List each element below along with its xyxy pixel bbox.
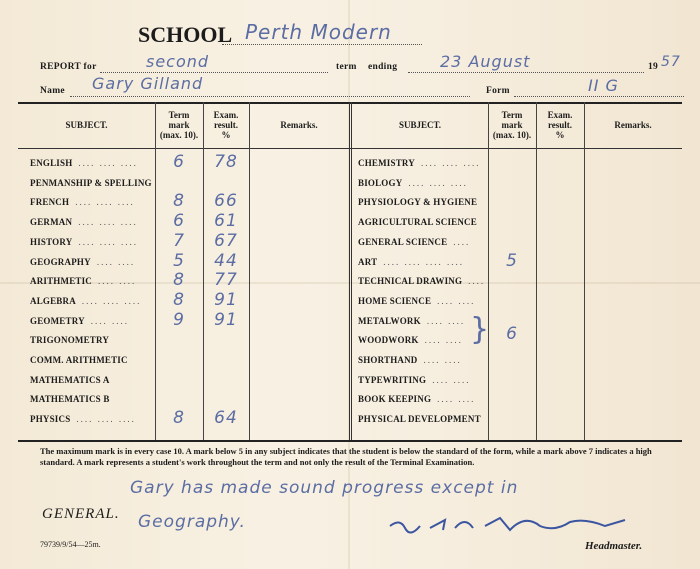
- form-dotline: [514, 96, 684, 97]
- subject-name: [30, 375, 116, 385]
- subject-name: [30, 335, 115, 345]
- subject-label: ART: [358, 256, 378, 267]
- year-prefix: 19: [648, 62, 659, 72]
- subject-label: HOME SCIENCE: [358, 295, 432, 306]
- subject-name: [358, 257, 464, 267]
- subject-leader-dots: .... ....: [90, 315, 130, 326]
- headmaster-signature: [385, 508, 635, 538]
- subject-name: [358, 178, 468, 188]
- subject-label: ENGLISH: [30, 158, 73, 168]
- subject-leader-dots: .... ....: [424, 335, 463, 346]
- general-remark-line1: Gary has made sound progress except in: [130, 478, 519, 498]
- subject-name: [358, 197, 483, 207]
- exam-result: 61: [214, 211, 238, 232]
- subject-label: COMM. ARITHMETIC: [30, 355, 128, 365]
- header-remarks: Remarks.: [280, 120, 318, 130]
- subject-label: HISTORY: [30, 236, 73, 247]
- subject-leader-dots: .... ....: [96, 256, 136, 267]
- header-subject: SUBJECT.: [65, 120, 108, 130]
- subject-name: [30, 276, 136, 286]
- name-dotline: [70, 96, 470, 97]
- subject-label: PHYSICAL DEVELOPMENT: [358, 414, 481, 425]
- school-value: Perth Modern: [245, 20, 392, 44]
- report-for-value: second: [146, 52, 210, 71]
- term-mark: 8: [173, 191, 185, 212]
- subject-leader-dots: ....: [453, 236, 471, 247]
- subject-label: GEOGRAPHY: [30, 256, 91, 267]
- subject-label: TECHNICAL DRAWING: [358, 276, 463, 287]
- subject-label: ARITHMETIC: [30, 276, 93, 287]
- subject-label: PENMANSHIP & SPELLING: [30, 177, 152, 188]
- subject-label: PHYSICS: [30, 414, 71, 425]
- exam-result: 67: [214, 230, 238, 251]
- header-exam-line1: Exam.: [213, 110, 239, 120]
- subject-leader-dots: .... ....: [426, 315, 466, 326]
- subject-label: GENERAL SCIENCE: [358, 236, 448, 247]
- col-divider: [488, 102, 489, 440]
- print-reference: 79739/9/54—25m.: [40, 540, 101, 549]
- header-term-line1: Term: [501, 110, 523, 120]
- term-mark: 5: [173, 250, 185, 271]
- exam-result: 66: [214, 191, 238, 212]
- subject-leader-dots: .... ....: [98, 276, 137, 287]
- subject-name: [30, 158, 138, 168]
- subject-name: [358, 316, 465, 326]
- subject-leader-dots: .... .... ....: [421, 158, 481, 168]
- header-exam-line1: Exam.: [547, 110, 573, 120]
- subject-leader-dots: .... ....: [432, 374, 471, 385]
- subject-name: [30, 257, 135, 267]
- term-mark: 6: [173, 211, 185, 232]
- general-label: GENERAL.: [42, 506, 120, 522]
- footnote: The maximum mark is in every case 10. A mark below 5 in any subject indicates that the student is below the standard of the form, while a mark above 7 indicates a high standard. A mark represents a student's work throughout the term and not only the result of the Terminal Examination.: [40, 446, 652, 467]
- subject-name: [358, 276, 485, 286]
- subject-label: TRIGONOMETRY: [30, 335, 110, 346]
- col-divider: [249, 102, 250, 440]
- exam-result: 91: [214, 309, 238, 330]
- subject-name: [358, 237, 470, 247]
- header-subject-right: SUBJECT.: [398, 120, 442, 130]
- subject-leader-dots: .... ....: [423, 355, 462, 365]
- subject-label: PHYSIOLOGY & HYGIENE: [358, 197, 478, 208]
- subject-name: [358, 375, 470, 385]
- header-term-line2: mark: [168, 120, 190, 130]
- term-mark: 7: [173, 230, 185, 251]
- form-label: Form: [486, 86, 510, 96]
- header-exam-line3: %: [555, 130, 565, 140]
- subject-label: BOOK KEEPING: [358, 394, 432, 405]
- subject-leader-dots: .... .... ....: [76, 414, 136, 425]
- col-divider: [584, 102, 585, 440]
- general-remark-line2: Geography.: [138, 512, 246, 532]
- subject-label: MATHEMATICS A: [30, 374, 110, 385]
- header-exam-line2: result.: [213, 120, 239, 130]
- subject-leader-dots: .... .... ....: [75, 197, 135, 208]
- header-term-line3: (max. 10).: [492, 130, 532, 140]
- table-bottom-rule: [18, 440, 682, 442]
- subject-name: [30, 197, 135, 207]
- name-value: Gary Gilland: [92, 74, 204, 93]
- header-exam-line2: result.: [547, 120, 573, 130]
- subject-leader-dots: ....: [468, 276, 486, 287]
- header-exam-result-right: [536, 104, 584, 146]
- ending-label: ending: [368, 62, 398, 72]
- subject-name: [30, 414, 136, 424]
- ending-value: 23 August: [440, 52, 531, 71]
- subject-leader-dots: .... .... .... ....: [383, 256, 465, 267]
- year-value: 57: [661, 54, 681, 70]
- exam-result: 91: [214, 289, 238, 310]
- subject-name: [358, 217, 483, 227]
- col-divider: [536, 102, 537, 440]
- subject-name: [30, 217, 138, 227]
- term-label: term: [336, 62, 357, 72]
- subject-label: TYPEWRITING: [358, 374, 427, 385]
- header-term-line3: (max. 10).: [159, 130, 199, 140]
- subject-leader-dots: .... .... ....: [408, 177, 468, 188]
- subject-label: SHORTHAND: [358, 355, 418, 365]
- header-exam-result: [203, 104, 249, 146]
- subject-label: GERMAN: [30, 217, 73, 228]
- subject-name: [30, 355, 134, 365]
- subject-leader-dots: .... .... ....: [78, 217, 138, 228]
- subject-label: AGRICULTURAL SCIENCE: [358, 217, 477, 228]
- subject-name: [30, 296, 141, 306]
- school-label: SCHOOL: [138, 22, 233, 47]
- term-mark: 8: [173, 270, 185, 291]
- subject-leader-dots: .... ....: [437, 295, 476, 306]
- subject-name: [358, 335, 463, 345]
- header-remarks-right: Remarks.: [614, 120, 652, 130]
- term-mark: 8: [173, 289, 185, 310]
- header-term-line2: mark: [501, 120, 523, 130]
- subject-label: METALWORK: [358, 315, 421, 326]
- header-term-line1: Term: [168, 110, 190, 120]
- subject-leader-dots: .... .... ....: [78, 236, 138, 247]
- subject-name: [30, 178, 158, 188]
- subject-label: CHEMISTRY: [358, 158, 415, 168]
- subject-leader-dots: .... ....: [437, 394, 476, 405]
- subject-name: [358, 394, 475, 404]
- subject-name: [358, 355, 462, 365]
- subject-label: GEOMETRY: [30, 315, 85, 326]
- header-exam-line3: %: [221, 130, 231, 140]
- exam-result: 77: [214, 270, 238, 291]
- subject-name: [358, 296, 475, 306]
- subject-label: FRENCH: [30, 197, 70, 208]
- subject-label: BIOLOGY: [358, 177, 403, 188]
- header-term-mark: [155, 104, 203, 146]
- subject-name: [30, 316, 129, 326]
- subject-leader-dots: .... .... ....: [78, 158, 138, 168]
- exam-result: 64: [214, 408, 238, 429]
- term-mark: 8: [173, 408, 185, 429]
- metal-wood-mark: 6: [506, 324, 518, 344]
- subject-label: MATHEMATICS B: [30, 394, 110, 405]
- subject-name: [30, 394, 116, 404]
- term-mark: 5: [506, 250, 518, 271]
- subject-name: [30, 237, 138, 247]
- subject-leader-dots: .... .... ....: [81, 295, 142, 306]
- term-mark: 6: [173, 152, 185, 172]
- exam-result: 44: [214, 250, 238, 271]
- headmaster-label: Headmaster.: [585, 540, 643, 552]
- subject-label: ALGEBRA: [30, 295, 76, 306]
- brace-mark: }: [470, 312, 491, 347]
- report-for-dotline: [100, 72, 328, 73]
- subject-label: WOODWORK: [358, 335, 419, 346]
- subject-name: [358, 158, 481, 168]
- col-divider-center: [349, 102, 352, 440]
- header-term-mark-right: [488, 104, 536, 146]
- school-dotline: [222, 44, 422, 45]
- term-mark: 9: [173, 309, 185, 330]
- form-value: II G: [588, 76, 619, 95]
- report-for-label: REPORT for: [40, 62, 97, 72]
- ending-dotline: [408, 72, 644, 73]
- name-label: Name: [40, 86, 65, 96]
- exam-result: 78: [214, 152, 238, 172]
- subject-name: [358, 414, 487, 424]
